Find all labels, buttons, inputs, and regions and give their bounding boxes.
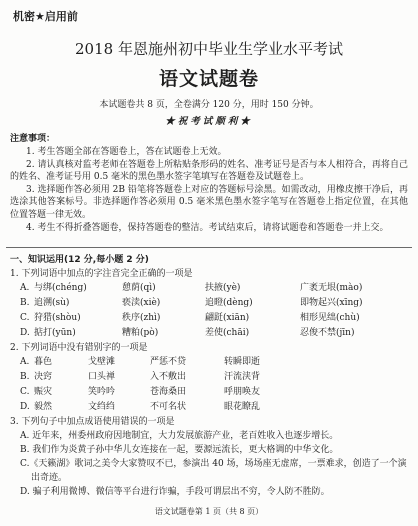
option-item: 狩猎(shòu) xyxy=(34,313,81,323)
option-row-c xyxy=(20,385,408,400)
motto: ★祝考试顺利★ xyxy=(165,116,253,127)
option-item: 忍俊不禁(jīn) xyxy=(300,328,355,338)
option-label: A. xyxy=(20,357,30,367)
option-row-a xyxy=(20,281,408,296)
option-item: 憩荫(qì) xyxy=(122,283,156,293)
option-item: 决窍 xyxy=(34,372,53,382)
notes-section xyxy=(10,133,408,234)
notes-heading: 注意事项： xyxy=(10,134,56,144)
option-label: D. xyxy=(20,328,30,338)
section-knowledge xyxy=(10,253,408,499)
option-label: B. xyxy=(20,298,30,308)
option-item: 掂打(yūn) xyxy=(34,328,76,338)
question-stem: 2. 下列词语中没有错别字的一项是 xyxy=(10,343,148,353)
option-row-b xyxy=(20,296,408,311)
option-label: A. xyxy=(20,283,30,293)
option-item: 赈灾 xyxy=(34,387,53,397)
option-item: 追瞪(dèng) xyxy=(205,298,253,308)
option-item: 追溯(sù) xyxy=(34,298,70,308)
option-row-d xyxy=(20,326,408,341)
option-item: 广袤无垠(mào) xyxy=(300,283,363,293)
option-item: 不可名状 xyxy=(150,402,187,412)
option-item: 糟粕(pò) xyxy=(122,328,159,338)
option-item: 眼花瞭乱 xyxy=(224,402,261,412)
option-row-d xyxy=(20,400,408,415)
option-d: D. 骗子利用微博、微信等平台进行诈骗，手段可谓层出不穷，令人防不胜防。 xyxy=(20,487,330,497)
option-row-b xyxy=(20,370,408,385)
note-item: 2. 请认真核对监考老师在答题卷上所粘贴条形码的姓名、准考证号是否与本人相符合，再将自己的姓名、准考证号用 0.5 毫米的黑色墨水签字笔填写在答题卷及试题卷上。 xyxy=(10,159,408,183)
option-c: C.《天籁湖》歌词之美令大家赞叹不已，参演出 40 场，场场座无虚席，一票难求，创造了一个演出奇迹。 xyxy=(20,459,407,483)
option-item: 即物起兴(xīng) xyxy=(300,298,363,308)
question-3 xyxy=(10,415,408,499)
option-label: D. xyxy=(20,402,30,412)
option-item: 严惩不贷 xyxy=(150,357,187,367)
option-item: 苍海桑田 xyxy=(150,387,187,397)
option-row-c xyxy=(20,311,408,326)
option-a: A. 近年来，州委州政府因地制宜，大力发展旅游产业，老百姓收入也逐步增长。 xyxy=(20,431,339,441)
option-label: C. xyxy=(20,313,30,323)
option-item: 戈壁滩 xyxy=(88,357,116,367)
question-2 xyxy=(10,341,408,415)
option-item: 呼朋唤友 xyxy=(224,387,261,397)
note-item: 3. 选择题作答必须用 2B 铅笔将答题卷上对应的答题标号涂黑。如需改动，用橡皮擦干净后，再选涂其他答案标号。非选择题作答必须用 0.5 毫米黑色墨水签字笔写在答题卷上指定位置，在其他位置答题一律无效。 xyxy=(10,184,408,220)
divider xyxy=(6,247,412,248)
note-item: 4. 考生不得折叠答题卷，保持答题卷的整洁。考试结束后，请将试题卷和答题卷一并上交。 xyxy=(26,222,389,233)
option-item: 入不敷出 xyxy=(150,372,187,382)
option-label: C. xyxy=(20,387,30,397)
option-item: 暮色 xyxy=(34,357,53,367)
option-item: 毅然 xyxy=(34,402,53,412)
note-item: 1. 考生答题全部在答题卷上，答在试题卷上无效。 xyxy=(26,147,227,157)
question-1 xyxy=(10,267,408,341)
option-item: 秩序(zhì) xyxy=(122,313,161,323)
option-item: 亵渎(xiè) xyxy=(122,298,161,308)
option-item: 汗流浃背 xyxy=(224,372,261,382)
question-stem: 1. 下列词语中加点的字注音完全正确的一项是 xyxy=(10,269,193,279)
option-item: 与绑(chéng) xyxy=(34,283,87,293)
confidentiality-label: 机密★启用前 xyxy=(13,10,78,23)
question-stem: 3. 下列句子中加点成语使用错误的一项是 xyxy=(10,417,175,427)
option-item: 翩跹(xiān) xyxy=(205,313,250,323)
option-item: 口头禅 xyxy=(88,372,116,382)
option-item: 文绉绉 xyxy=(88,402,116,412)
exam-info: 本试题卷共 8 页，全卷满分 120 分，用时 150 分钟。 xyxy=(99,100,319,110)
section-heading: 一、知识运用(12 分,每小题 2 分) xyxy=(10,255,149,265)
option-item: 差使(chāi) xyxy=(205,328,250,338)
page-footer: 语文试题卷第 1 页（共 8 页） xyxy=(154,507,264,516)
option-item: 扶掖(yè) xyxy=(205,283,241,293)
option-item: 相形见绌(chù) xyxy=(300,313,360,323)
option-label: B. xyxy=(20,372,30,382)
option-item: 转瞬即逝 xyxy=(224,357,261,367)
subject-title: 语文试题卷 xyxy=(158,68,259,90)
exam-title: 2018 年恩施州初中毕业生学业水平考试 xyxy=(75,40,343,58)
option-row-a xyxy=(20,355,408,370)
option-item: 笑吟吟 xyxy=(88,387,116,397)
option-b: B. 我们作为炎黄子孙中华儿女连接在一起，要源远流长，更大格调的中华文化。 xyxy=(20,445,339,455)
